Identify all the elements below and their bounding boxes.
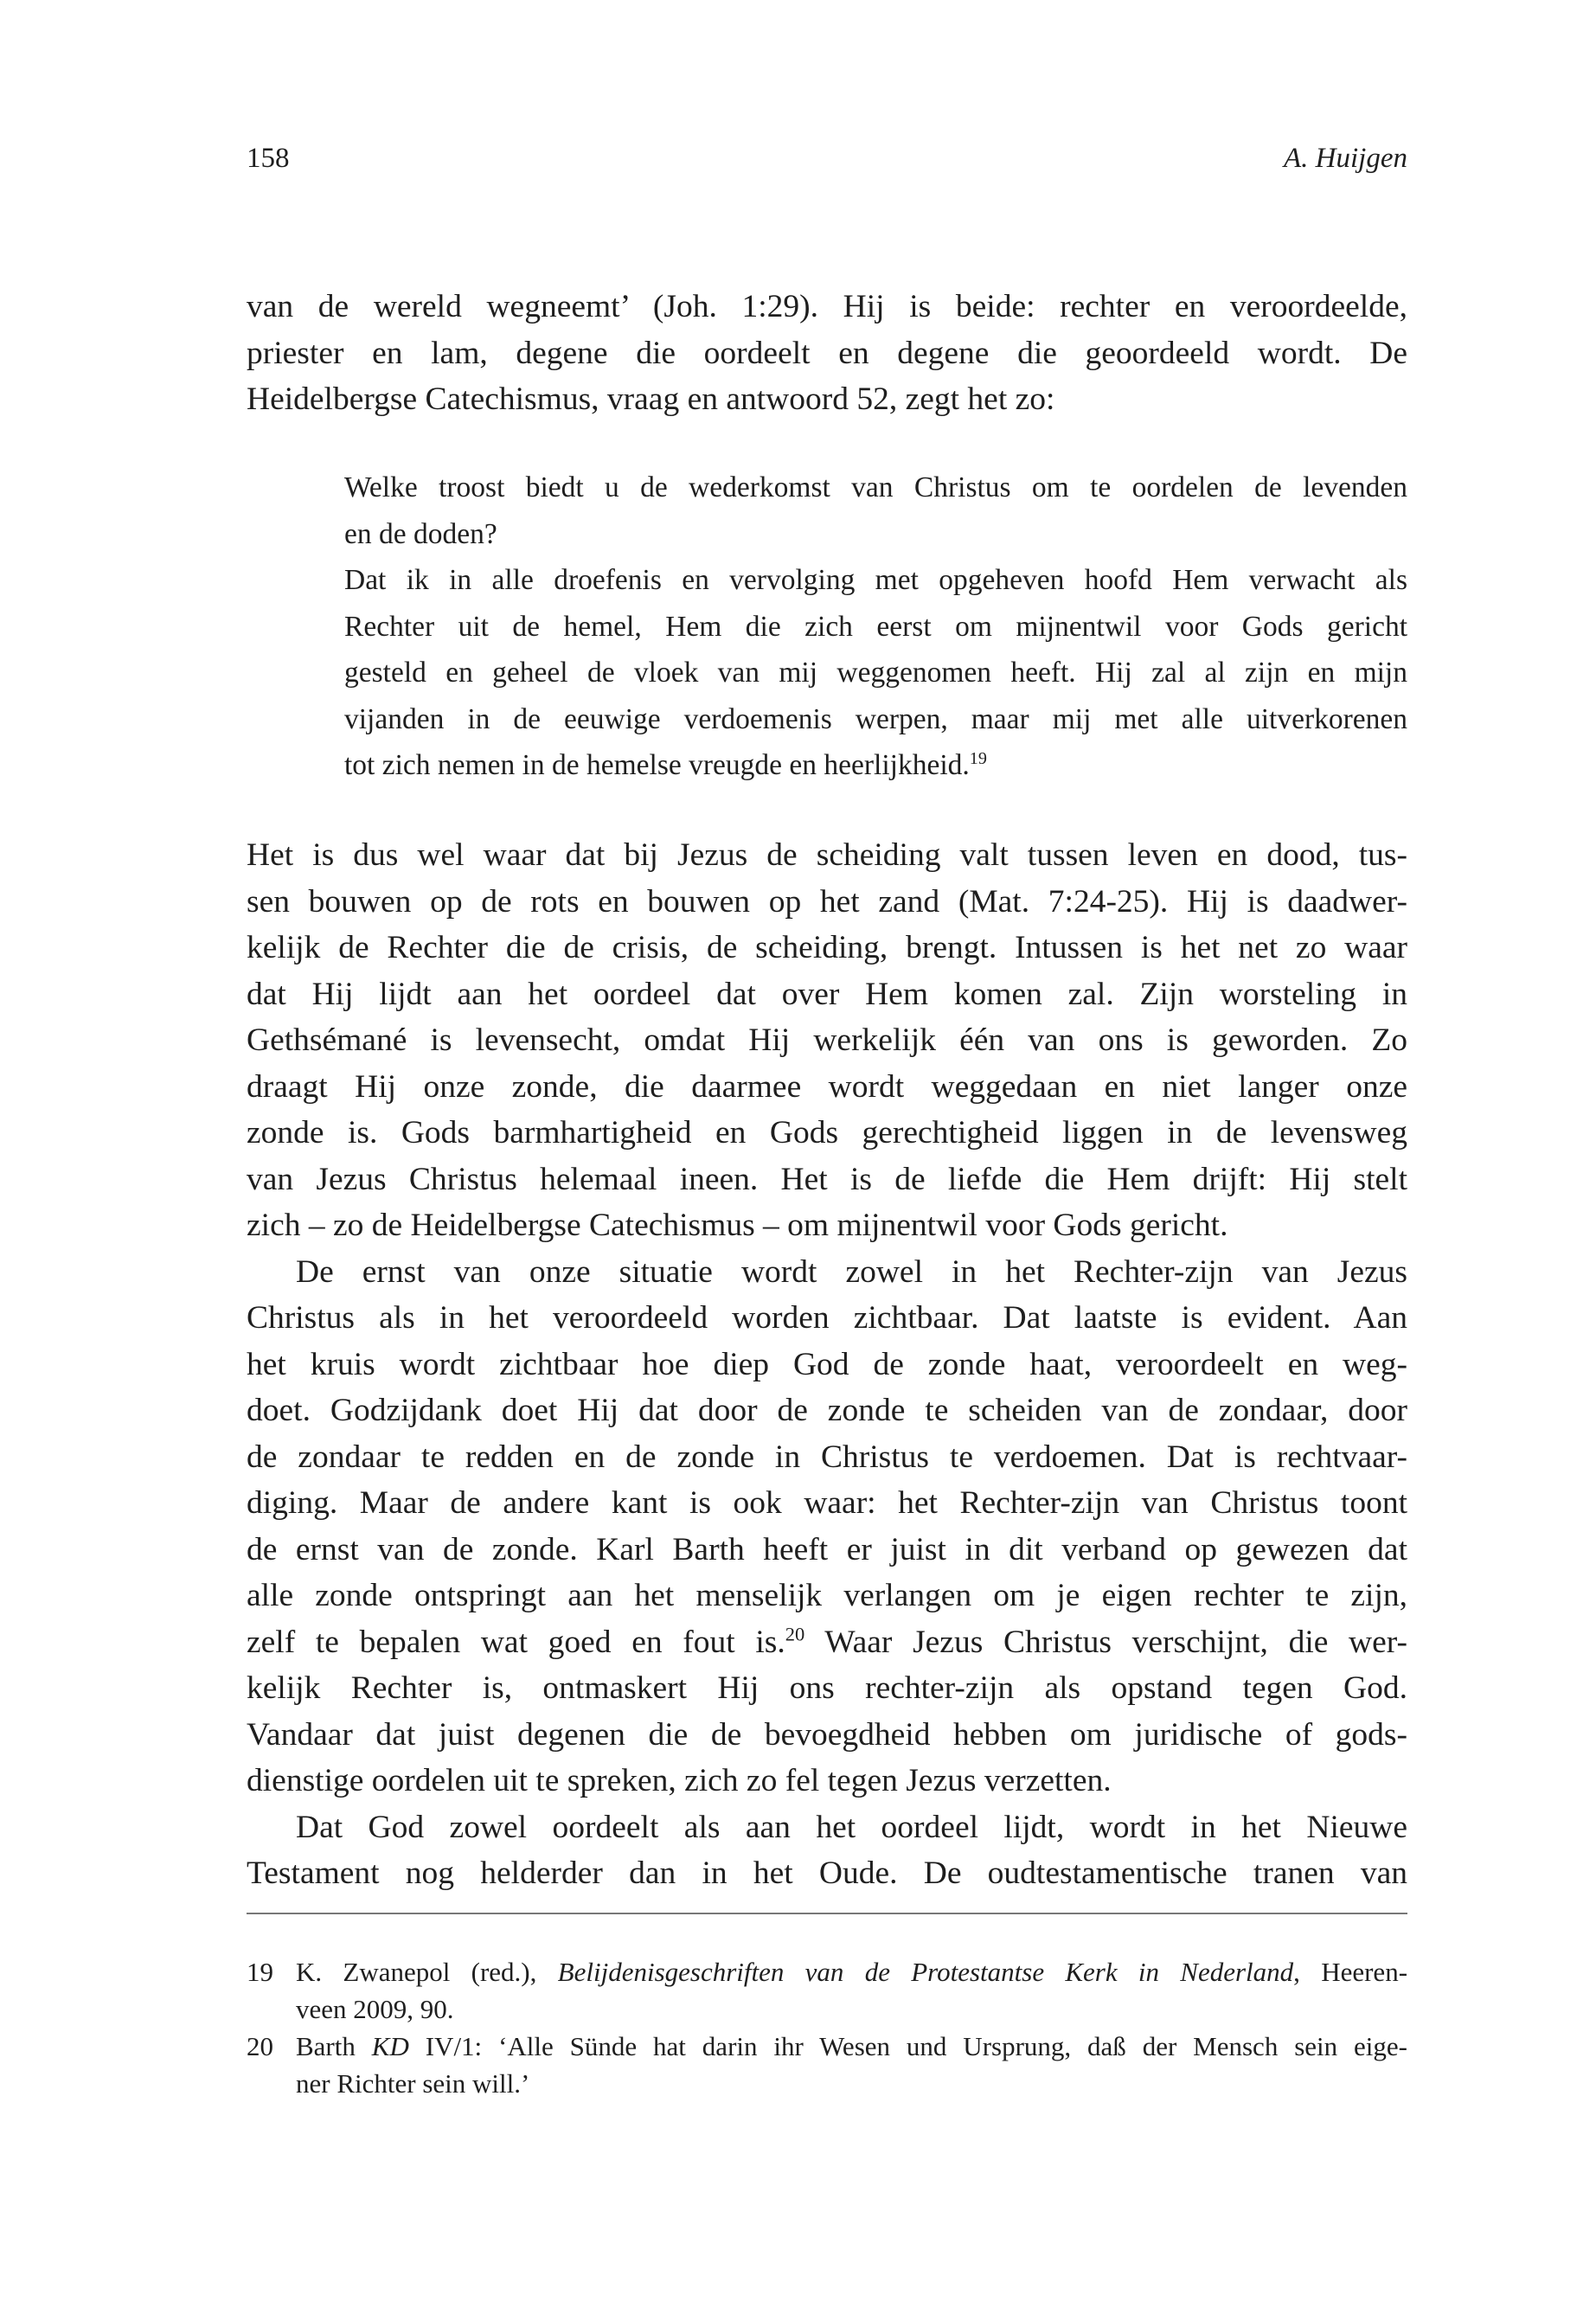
footnote-number: 20 xyxy=(247,2031,273,2061)
line-text: zelf te bepalen wat goed en fout is. xyxy=(247,1624,785,1660)
text-line: sen bouwen op de rots en bouwen op het zand (Mat. 7:24-25). Hij is daadwer- xyxy=(247,883,1407,920)
text-line: vijanden in de eeuwige verdoemenis werpen, maar mij met alle uitverkorenen xyxy=(344,702,1407,735)
text-line: zonde is. Gods barmhartigheid en Gods gerechtigheid liggen in de levensweg xyxy=(247,1115,1407,1150)
footnote-line xyxy=(296,1953,1407,1990)
text-line: priester en lam, degene die oordeelt en degene die geoordeeld wordt. De xyxy=(247,335,1407,371)
text-line: van Jezus Christus helemaal ineen. Het is de liefde die Hem drijft: Hij stelt xyxy=(247,1161,1407,1197)
footnote-line: ner Richter sein will.’ xyxy=(296,2068,530,2099)
text-line: kelijk Rechter is, ontmaskert Hij ons rechter-zijn als opstand tegen God. xyxy=(247,1670,1407,1706)
text-line: de zondaar te redden en de zonde in Christus te verdoemen. Dat is rechtvaar- xyxy=(247,1439,1407,1475)
footnote-divider xyxy=(247,1913,1407,1914)
line-text: Heidelbergse Catechismus, vraag en antwoord 52, zegt het zo: xyxy=(247,381,1055,417)
text-line xyxy=(247,1249,1407,1296)
footnote-text: IV/1: ‘Alle Sünde hat darin ihr Wesen und Ursprung, daß der Mensch sein eige- xyxy=(408,2031,1407,2061)
text-line: van de wereld wegneemt’ (Joh. 1:29). Hij is beide: rechter en veroordeelde, xyxy=(247,289,1407,324)
footnote-text: K. Zwanepol (red.), xyxy=(296,1957,558,1987)
footnote-line xyxy=(296,2028,1407,2065)
text-line: kelijk de Rechter die de crisis, de scheiding, brengt. Intussen is het net zo waar xyxy=(247,930,1407,965)
text-line: Het is dus wel waar dat bij Jezus de scheiding valt tussen leven en dood, tus- xyxy=(247,837,1407,873)
footnote-20 xyxy=(247,2028,1407,2102)
text-line: Welke troost biedt u de wederkomst van Christus om te oordelen de levenden xyxy=(344,471,1407,503)
text-line: Testament nog helderder dan in het Oude. De oudtestamentische tranen van xyxy=(247,1856,1407,1891)
paragraph xyxy=(247,832,1407,1249)
text-line: Rechter uit de hemel, Hem die zich eerst om mijnentwil voor Gods gericht xyxy=(344,610,1407,643)
footnote-number: 19 xyxy=(247,1957,273,1987)
line-text: De ernst van onze situatie wordt zowel in het Rechter-zijn van Jezus xyxy=(296,1253,1407,1290)
body-paragraphs xyxy=(247,832,1407,1897)
text-line xyxy=(344,511,1407,558)
text-line: Christus als in het veroordeeld worden zichtbaar. Dat laatste is evident. Aan xyxy=(247,1300,1407,1336)
page-number: 158 xyxy=(247,143,290,174)
text-line: Gethsémané is levensecht, omdat Hij werkelijk één van ons is geworden. Zo xyxy=(247,1022,1407,1058)
running-head-author: A. Huijgen xyxy=(1284,143,1407,174)
text-line xyxy=(247,1202,1407,1249)
text-line: het kruis wordt zichtbaar hoe diep God de zonde haat, veroordeelt en weg- xyxy=(247,1346,1407,1382)
text-line xyxy=(247,1804,1407,1851)
line-text: Waar Jezus Christus verschijnt, die wer- xyxy=(804,1624,1407,1660)
text-line xyxy=(344,742,1407,789)
paragraph xyxy=(247,1804,1407,1897)
line-text: Dat God zowel oordeelt als aan het oordeel lijdt, wordt in het Nieuwe xyxy=(296,1809,1407,1845)
text-line: diging. Maar de andere kant is ook waar: het Rechter-zijn van Christus toont xyxy=(247,1485,1407,1521)
line-text: dienstige oordelen uit te spreken, zich zo fel tegen Jezus verzetten. xyxy=(247,1763,1112,1798)
paragraph-intro xyxy=(247,284,1407,423)
text-line: draagt Hij onze zonde, die daarmee wordt weggedaan en niet langer onze xyxy=(247,1068,1407,1105)
footnotes xyxy=(247,1953,1407,2102)
footnote-reference[interactable]: 19 xyxy=(969,748,987,768)
footnote-title: KD xyxy=(371,2031,409,2061)
footnote-text: Barth xyxy=(296,2031,372,2061)
text-line xyxy=(247,376,1407,423)
text-line: alle zonde ontspringt aan het menselijk verlangen om je eigen rechter te zijn, xyxy=(247,1578,1407,1613)
line-text: zich – zo de Heidelbergse Catechismus – om mijnentwil voor Gods gericht. xyxy=(247,1208,1228,1243)
line-text: en de doden? xyxy=(344,517,497,550)
footnote-text: , Heeren- xyxy=(1293,1957,1408,1987)
footnote-reference[interactable]: 20 xyxy=(785,1623,805,1644)
footnote-line: veen 2009, 90. xyxy=(296,1994,454,2024)
line-text: tot zich nemen in de hemelse vreugde en heerlijkheid. xyxy=(344,749,970,781)
text-line: dat Hij lijdt aan het oordeel dat over Hem komen zal. Zijn worsteling in xyxy=(247,976,1407,1012)
text-line: gesteld en geheel de vloek van mij weggenomen heeft. Hij zal al zijn en mijn xyxy=(344,657,1407,689)
footnote-19 xyxy=(247,1953,1407,2028)
text-line: Dat ik in alle droefenis en vervolging met opgeheven hoofd Hem verwacht als xyxy=(344,564,1407,596)
text-line: doet. Godzijdank doet Hij dat door de zonde te scheiden van de zondaar, door xyxy=(247,1393,1407,1428)
text-line xyxy=(247,1758,1407,1804)
footnote-title: Belijdenisgeschriften van de Protestantse Kerk in Nederland xyxy=(557,1957,1294,1987)
paragraph xyxy=(247,1249,1407,1804)
text-line: Vandaar dat juist degenen die de bevoegdheid hebben om juridische of gods- xyxy=(247,1716,1407,1753)
block-quote-catechism xyxy=(344,465,1407,789)
text-line xyxy=(247,1619,1407,1666)
text-line: de ernst van de zonde. Karl Barth heeft er juist in dit verband op gewezen dat xyxy=(247,1531,1407,1567)
